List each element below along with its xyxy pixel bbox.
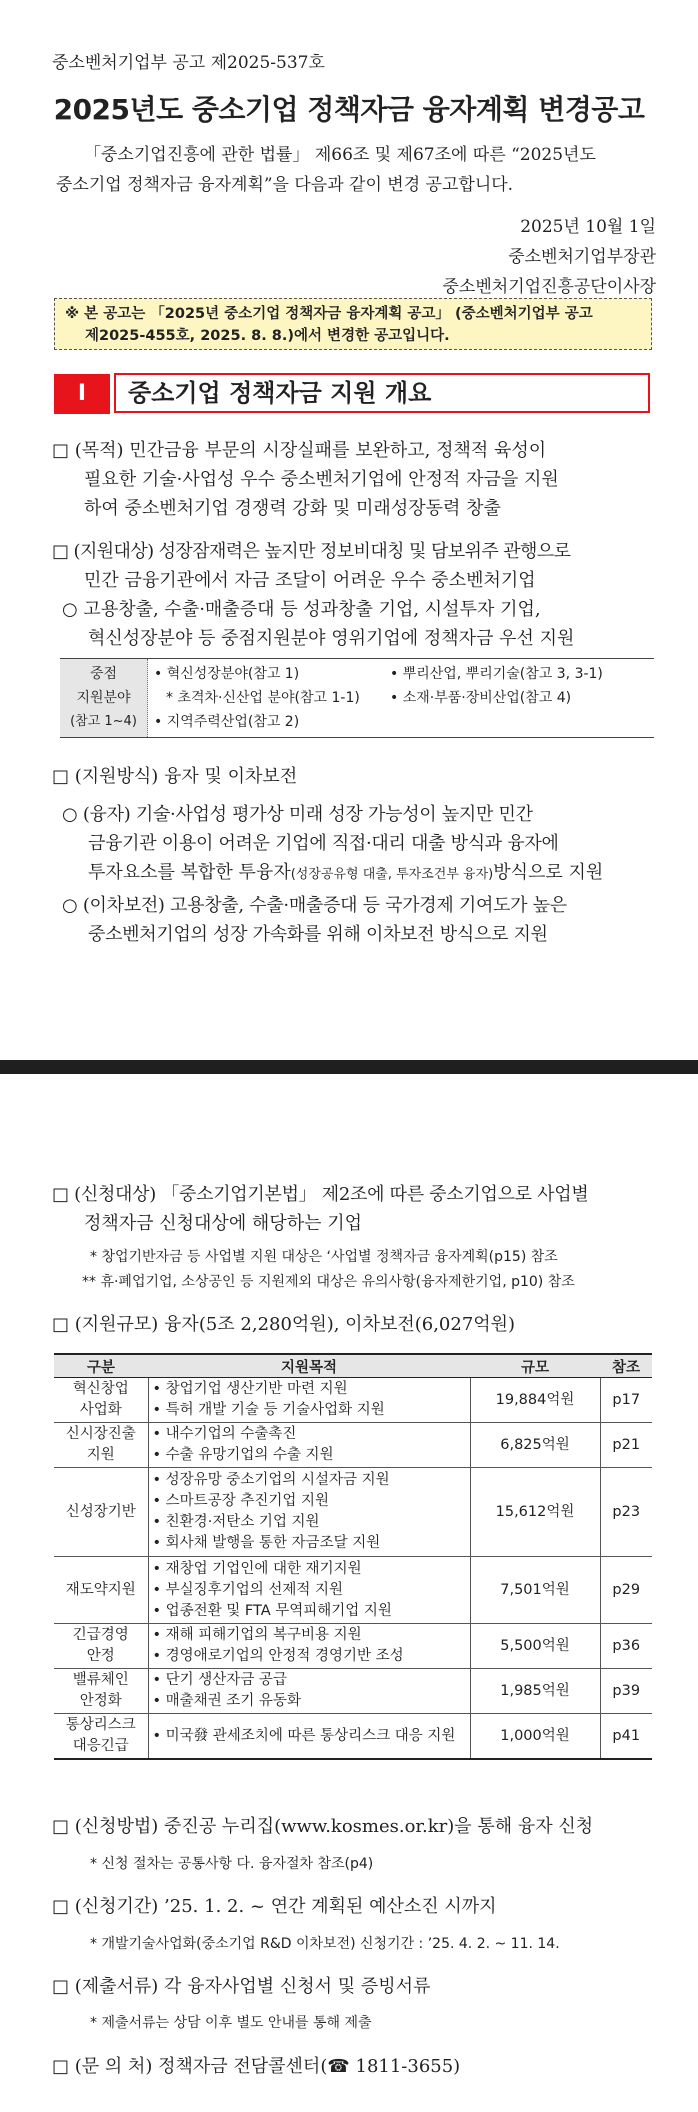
apply-period-heading: □ (신청기간) ’25. 1. 2. ~ 연간 계획된 예산소진 시까지 bbox=[52, 1896, 497, 1917]
reference-cell: p29 bbox=[600, 1557, 652, 1624]
focus-area-table bbox=[60, 658, 654, 738]
method-heading: □ (지원방식) 융자 및 이차보전 bbox=[52, 766, 298, 787]
purpose-line: 하여 중소벤처기업 경쟁력 강화 및 미래성장동력 창출 bbox=[84, 498, 501, 519]
focus-head-line: 지원분야 bbox=[76, 690, 131, 706]
purpose-cell bbox=[148, 1378, 470, 1423]
interest-line: 중소벤처기업의 성장 가속화를 위해 이차보전 방식으로 지원 bbox=[88, 924, 548, 945]
purpose-item: • 재창업 기업인에 대한 재기지원 bbox=[153, 1559, 466, 1580]
loan-line: ○ (융자) 기술·사업성 평가상 미래 성장 가능성이 높지만 민간 bbox=[62, 804, 533, 825]
loan-paragraph bbox=[62, 800, 603, 889]
purpose-cell bbox=[148, 1624, 470, 1669]
applicant-line: 정책자금 신청대상에 해당하는 기업 bbox=[84, 1213, 362, 1234]
purpose-item: • 미국發 관세조치에 따른 통상리스크 대응 지원 bbox=[153, 1726, 466, 1747]
applicant-paragraph bbox=[52, 1180, 588, 1238]
category-label: 재도약지원 bbox=[65, 1581, 136, 1598]
loan-line: 금융기관 이용이 어려운 기업에 직접·대리 대출 방식과 융자에 bbox=[88, 833, 559, 854]
purpose-cell bbox=[148, 1468, 470, 1557]
applicant-note: * 창업기반자금 등 사업별 지원 대상은 ‘사업별 정책자금 융자계획(p15) 참조 bbox=[90, 1249, 558, 1265]
amount-cell: 15,612억원 bbox=[470, 1468, 600, 1557]
intro-line: 중소기업 정책자금 융자계획”을 다음과 같이 변경 공고합니다. bbox=[56, 175, 514, 195]
purpose-item: • 특허 개발 기술 등 기술사업화 지원 bbox=[153, 1400, 466, 1421]
category-label: 통상리스크 bbox=[65, 1717, 136, 1733]
interest-paragraph bbox=[62, 891, 567, 949]
category-cell bbox=[54, 1714, 148, 1760]
table-row bbox=[54, 1423, 652, 1468]
category-cell bbox=[54, 1378, 148, 1423]
loan-type-note: (성장공유형 대출, 투자조건부 융자) bbox=[290, 867, 494, 882]
reference-cell: p41 bbox=[600, 1714, 652, 1760]
purpose-item: • 회사채 발행을 통한 자금조달 지원 bbox=[153, 1533, 466, 1554]
table-row bbox=[54, 1557, 652, 1624]
applicant-line: □ (신청대상) 「중소기업기본법」 제2조에 따른 중소기업으로 사업별 bbox=[52, 1184, 589, 1205]
purpose-cell bbox=[148, 1669, 470, 1714]
issuer-agency: 중소벤처기업진흥공단이사장 bbox=[442, 277, 656, 297]
purpose-item: • 경영애로기업의 안정적 경영기반 조성 bbox=[153, 1646, 466, 1667]
purpose-item: • 성장유망 중소기업의 시설자금 지원 bbox=[153, 1470, 466, 1491]
purpose-paragraph bbox=[52, 436, 559, 523]
purpose-item: • 내수기업의 수출촉진 bbox=[153, 1424, 466, 1445]
reference-cell: p23 bbox=[600, 1468, 652, 1557]
amount-cell: 1,000억원 bbox=[470, 1714, 600, 1760]
reference-cell: p39 bbox=[600, 1669, 652, 1714]
table-header-row bbox=[54, 1354, 652, 1378]
priority-line: ○ 고용창출, 수출·매출증대 등 성과창출 기업, 시설투자 기업, bbox=[62, 599, 541, 620]
amount-cell: 1,985억원 bbox=[470, 1669, 600, 1714]
purpose-item: • 재해 피해기업의 복구비용 지원 bbox=[153, 1625, 466, 1646]
table-row bbox=[54, 1624, 652, 1669]
loan-text: 방식으로 지원 bbox=[493, 862, 604, 883]
priority-line: 혁신성장분야 등 중점지원분야 영위기업에 정책자금 우선 지원 bbox=[88, 628, 575, 649]
page-title: 2025년도 중소기업 정책자금 융자계획 변경공고 bbox=[53, 93, 645, 126]
category-label: 대응긴급 bbox=[72, 1738, 129, 1754]
focus-head-line: 중점 bbox=[89, 666, 118, 682]
category-label: 신시장진출 bbox=[65, 1426, 136, 1442]
table-body bbox=[54, 1378, 652, 1760]
column-header: 규모 bbox=[470, 1354, 600, 1378]
priority-paragraph bbox=[62, 595, 574, 653]
purpose-item: • 단기 생산자금 공급 bbox=[153, 1670, 466, 1691]
purpose-item: • 매출채권 조기 유동화 bbox=[153, 1691, 466, 1712]
column-header: 참조 bbox=[600, 1354, 652, 1378]
loan-text: 투자요소를 복합한 투융자 bbox=[88, 862, 291, 883]
purpose-item: • 부실징후기업의 선제적 지원 bbox=[153, 1580, 466, 1601]
target-line: 민간 금융기관에서 자금 조달이 어려운 우수 중소벤처기업 bbox=[84, 570, 536, 591]
phone-icon: ☎ bbox=[327, 2056, 350, 2077]
reference-cell: p21 bbox=[600, 1423, 652, 1468]
purpose-item: • 스마트공장 추진기업 지원 bbox=[153, 1491, 466, 1512]
section-number: I bbox=[54, 374, 110, 414]
support-scale-table bbox=[54, 1353, 652, 1760]
category-label: 지원 bbox=[86, 1447, 115, 1463]
intro-text bbox=[56, 140, 659, 200]
table-row bbox=[54, 1714, 652, 1760]
column-header: 구분 bbox=[54, 1354, 148, 1378]
focus-row bbox=[154, 662, 654, 686]
purpose-cell bbox=[148, 1714, 470, 1760]
page-divider bbox=[0, 1060, 698, 1074]
section-title: 중소기업 정책자금 지원 개요 bbox=[114, 373, 650, 413]
apply-method-note: * 신청 절차는 공통사항 다. 융자절차 참조(p4) bbox=[90, 1856, 374, 1872]
reference-cell: p17 bbox=[600, 1378, 652, 1423]
category-cell bbox=[54, 1468, 148, 1557]
documents-note: * 제출서류는 상담 이후 별도 안내를 통해 제출 bbox=[90, 2015, 372, 2031]
focus-item: • 지역주력산업(참고 2) bbox=[154, 714, 300, 730]
contact-text: □ (문 의 처) 정책자금 전담콜센터( bbox=[52, 2056, 328, 2077]
amount-cell: 7,501억원 bbox=[470, 1557, 600, 1624]
category-label: 안정화 bbox=[79, 1693, 122, 1709]
category-label: 신성장기반 bbox=[65, 1503, 136, 1520]
focus-row bbox=[154, 686, 654, 710]
change-notice-line: ※ 본 공고는 「2025년 중소기업 정책자금 융자계획 공고」 (중소벤처기업부 공고 bbox=[65, 306, 593, 322]
focus-item: • 뿌리산업, 뿌리기술(참고 3, 3-1) bbox=[390, 666, 603, 682]
issuer-minister: 중소벤처기업부장관 bbox=[508, 247, 656, 267]
category-cell bbox=[54, 1423, 148, 1468]
focus-item: • 혁신성장분야(참고 1) bbox=[154, 666, 300, 682]
purpose-line: 필요한 기술·사업성 우수 중소벤처기업에 안정적 자금을 지원 bbox=[84, 469, 559, 490]
category-cell bbox=[54, 1557, 148, 1624]
change-notice-line: 제2025-455호, 2025. 8. 8.)에서 변경한 공고입니다. bbox=[85, 328, 450, 344]
apply-method-heading: □ (신청방법) 중진공 누리집(www.kosmes.or.kr)을 통해 융자 신청 bbox=[52, 1816, 594, 1837]
focus-head-line: (참고 1~4) bbox=[70, 714, 137, 729]
purpose-item: • 수출 유망기업의 수출 지원 bbox=[153, 1445, 466, 1466]
contact-phone: 1811-3655) bbox=[349, 2056, 461, 2077]
intro-line: 「중소기업진흥에 관한 법률」 제66조 및 제67조에 따른 “2025년도 bbox=[84, 145, 596, 165]
purpose-item: • 창업기업 생산기반 마련 지원 bbox=[153, 1379, 466, 1400]
amount-cell: 5,500억원 bbox=[470, 1624, 600, 1669]
table-row bbox=[54, 1378, 652, 1423]
target-line: □ (지원대상) 성장잠재력은 높지만 정보비대칭 및 담보위주 관행으로 bbox=[52, 541, 571, 562]
focus-item: * 초격차·신산업 분야(참고 1-1) bbox=[166, 690, 360, 706]
reference-cell: p36 bbox=[600, 1624, 652, 1669]
category-label: 혁신창업 bbox=[72, 1381, 129, 1397]
purpose-item: • 업종전환 및 FTA 무역피해기업 지원 bbox=[153, 1601, 466, 1622]
amount-cell: 6,825억원 bbox=[470, 1423, 600, 1468]
category-label: 안정 bbox=[86, 1648, 115, 1664]
change-notice-box bbox=[54, 298, 652, 350]
target-paragraph bbox=[52, 537, 570, 595]
notice-date: 2025년 10월 1일 bbox=[520, 217, 656, 237]
purpose-line: □ (목적) 민간금융 부문의 시장실패를 보완하고, 정책적 육성이 bbox=[52, 440, 547, 461]
amount-cell: 19,884억원 bbox=[470, 1378, 600, 1423]
focus-area-header bbox=[60, 659, 148, 737]
table-row bbox=[54, 1669, 652, 1714]
purpose-cell bbox=[148, 1557, 470, 1624]
table-row bbox=[54, 1468, 652, 1557]
loan-line bbox=[62, 858, 603, 889]
category-label: 밸류체인 bbox=[72, 1672, 129, 1688]
apply-period-note: * 개발기술사업화(중소기업 R&D 이차보전) 신청기간 : ’25. 4. 2. ~ 11. 14. bbox=[90, 1936, 560, 1952]
scale-heading: □ (지원규모) 융자(5조 2,280억원), 이차보전(6,027억원) bbox=[52, 1314, 516, 1335]
purpose-cell bbox=[148, 1423, 470, 1468]
applicant-note: ** 휴·폐업기업, 소상공인 등 지원제외 대상은 유의사항(융자제한기업, p10) 참조 bbox=[82, 1274, 575, 1290]
column-header: 지원목적 bbox=[148, 1354, 470, 1378]
issuer-block bbox=[443, 212, 657, 302]
documents-heading: □ (제출서류) 각 융자사업별 신청서 및 증빙서류 bbox=[52, 1976, 431, 1997]
purpose-item: • 친환경·저탄소 기업 지원 bbox=[153, 1512, 466, 1533]
focus-item: • 소재·부품·장비산업(참고 4) bbox=[390, 690, 572, 706]
category-cell bbox=[54, 1624, 148, 1669]
focus-row bbox=[154, 710, 654, 734]
notice-number: 중소벤처기업부 공고 제2025-537호 bbox=[52, 53, 325, 73]
interest-line: ○ (이차보전) 고용창출, 수출·매출증대 등 국가경제 기여도가 높은 bbox=[62, 895, 567, 916]
category-label: 사업화 bbox=[79, 1402, 122, 1418]
category-label: 긴급경영 bbox=[72, 1627, 129, 1643]
category-cell bbox=[54, 1669, 148, 1714]
contact-line bbox=[52, 2052, 460, 2081]
